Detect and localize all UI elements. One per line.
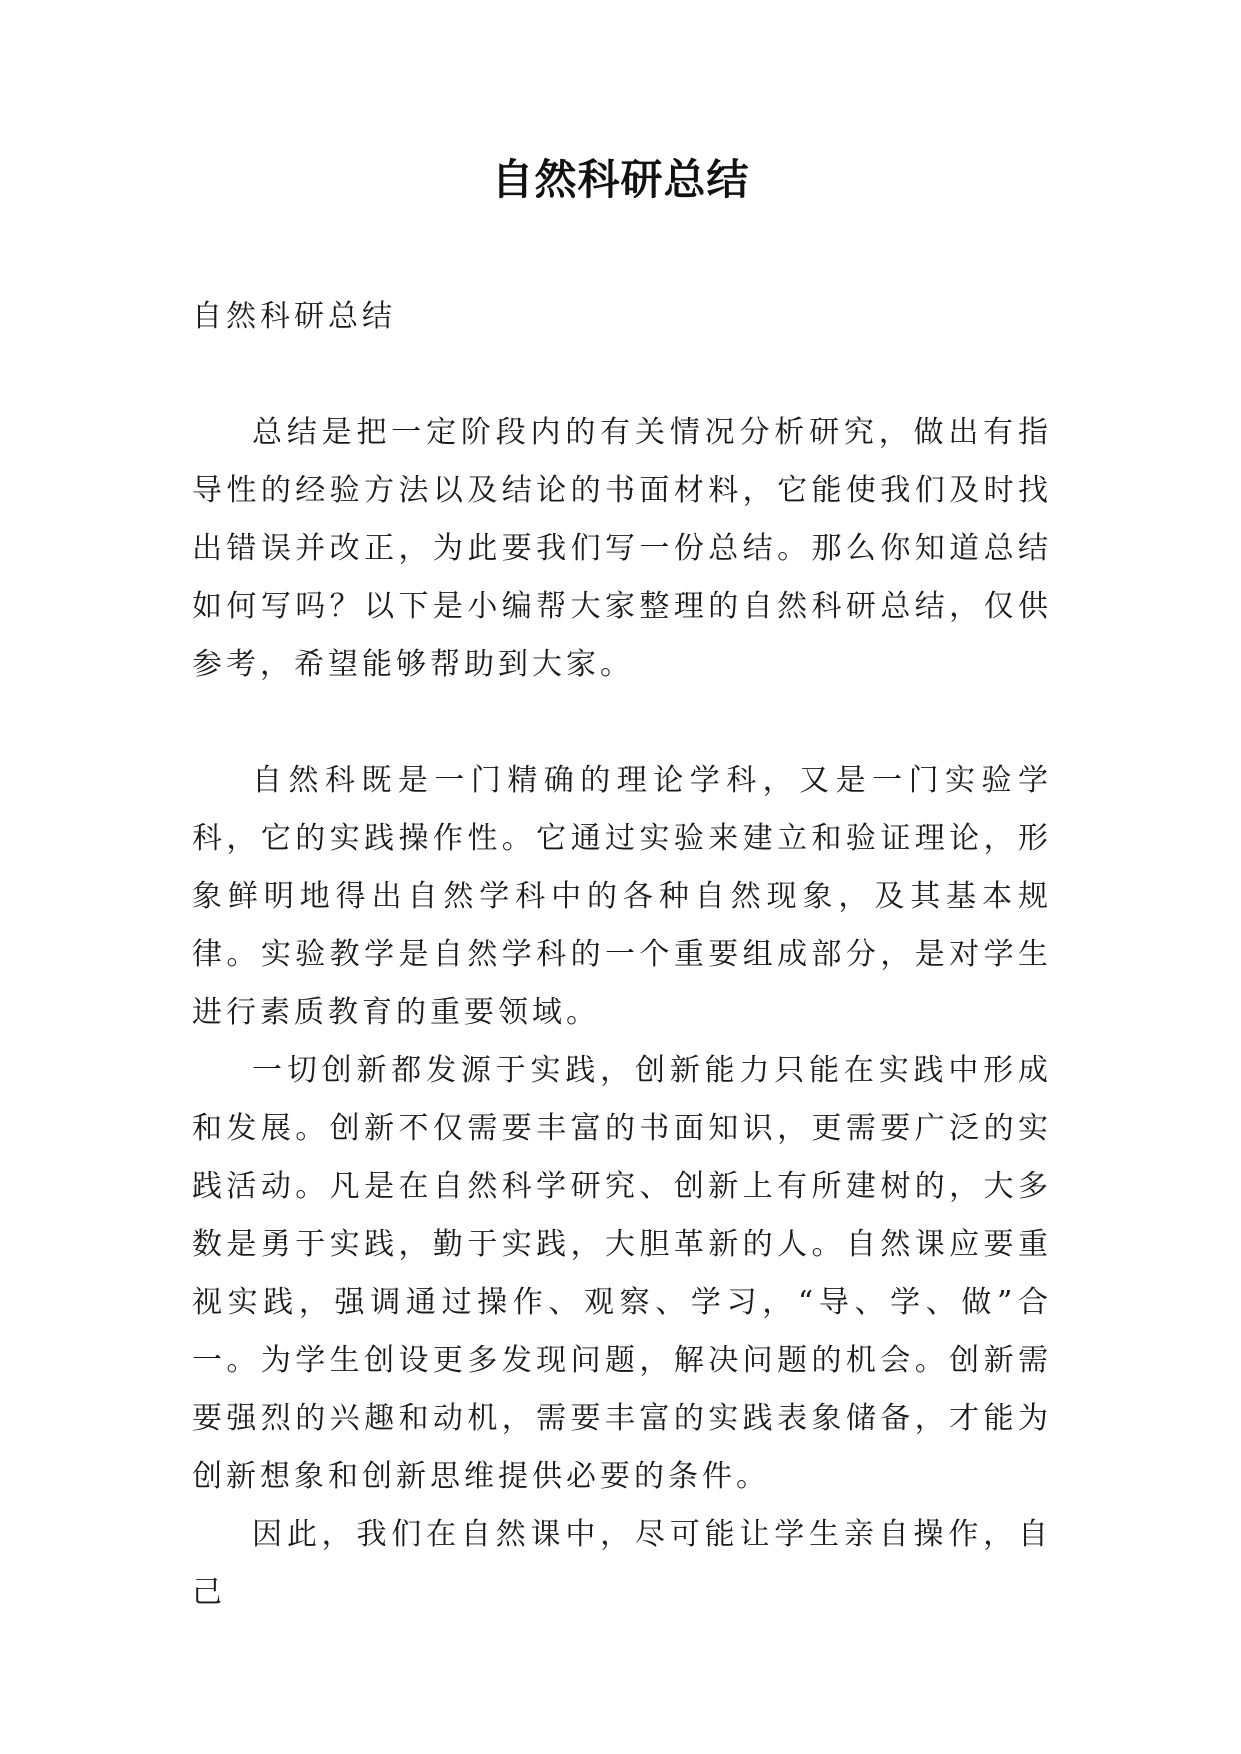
- document-body: [192, 288, 1052, 1622]
- document-subtitle: 自然科研总结: [192, 299, 396, 334]
- document-title: 自然科研总结: [491, 155, 750, 204]
- paragraph-innovation: 一切创新都发源于实践，创新能力只能在实践中形成和发展。创新不仅需要丰富的书面知识，更需要广泛的实践活动。凡是在自然科学研究、创新上有所建树的，大多数是勇于实践，勤于实践，大胆革新的人。自然课应要重视实践，强调通过操作、观察、学习，“导、学、做”合一。为学生创设更多发现问题，解决问题的机会。创新需要强烈的兴趣和动机，需要丰富的实践表象储备，才能为创新想象和创新思维提供必要的条件。: [192, 1053, 1052, 1494]
- paragraph-therefore: 因此，我们在自然课中，尽可能让学生亲自操作，自己: [192, 1517, 1052, 1610]
- paragraph-natural-science: 自然科既是一门精确的理论学科，又是一门实验学科，它的实践操作性。它通过实验来建立和验证理论，形象鲜明地得出自然学科中的各种自然现象，及其基本规律。实验教学是自然学科的一个重要组成部分，是对学生进行素质教育的重要领域。: [192, 763, 1052, 1030]
- paragraph-intro: 总结是把一定阶段内的有关情况分析研究，做出有指导性的经验方法以及结论的书面材料，它能使我们及时找出错误并改正，为此要我们写一份总结。那么你知道总结如何写吗？以下是小编帮大家整理的自然科研总结，仅供参考，希望能够帮助到大家。: [192, 415, 1052, 682]
